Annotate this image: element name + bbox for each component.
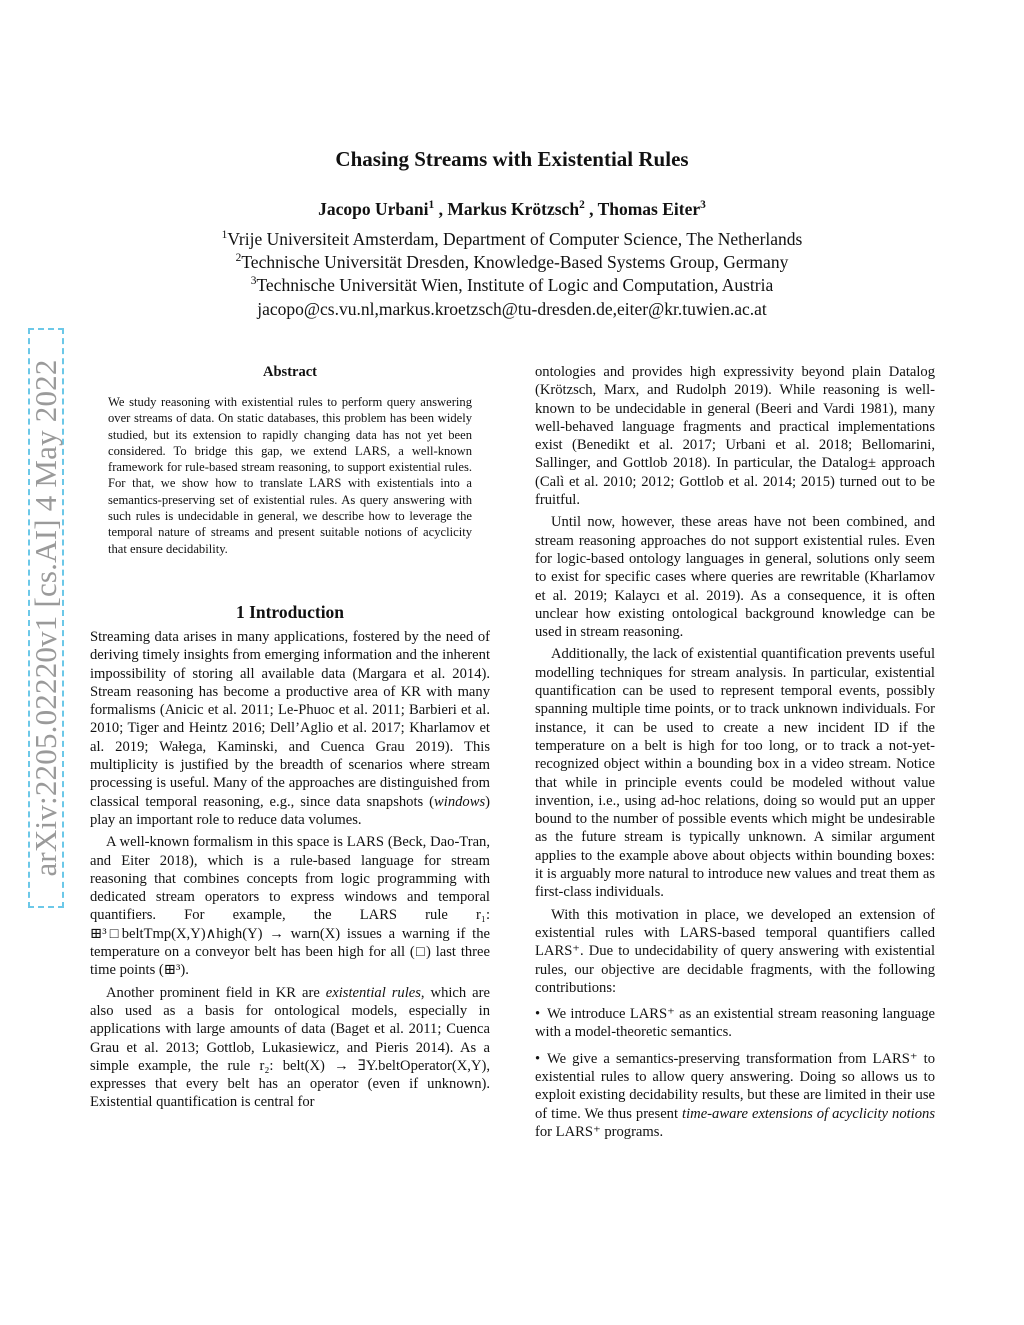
author-3-sup: 3: [700, 199, 706, 212]
intro-paragraph-2: A well-known formalism in this space is LARS (Beck, Dao-Tran, and Eiter 2018), which is a rule-based language for stream reasoning that combines concepts from logic programming with dedicated stream operators to express windows and temporal quantifiers. For example, the LARS rule r₁: ⊞³□beltTmp(X,Y)∧high(Y) → warn(X) issues a warning if the temperature on a conveyor belt has been high for all (□) last three time points (⊞³).: [90, 834, 490, 979]
affiliation-2-sup: 2: [235, 252, 242, 265]
bullet-1-text: We introduce LARS⁺ as an existential stream reasoning language with a model-theoretic semantics.: [535, 1006, 935, 1041]
right-column: [535, 363, 935, 1145]
bullet-2-icon: •: [535, 1050, 541, 1067]
intro-paragraph-3: [90, 984, 490, 1112]
arxiv-stamp: [28, 328, 64, 908]
intro-p3-emphasis: existential rules: [325, 984, 421, 1001]
affiliation-3: [0, 275, 1024, 296]
bullet-2-text: We give a semantics-preserving transformation from LARS⁺ to existential rules to allow query answering. Doing so allows us to exploit existing decidability results, but these are limited in their use of time. We thus present: [535, 1050, 935, 1122]
author-emails: jacopo@cs.vu.nl,markus.kroetzsch@tu-dresden.de,eiter@kr.tuwien.ac.at: [257, 299, 767, 319]
intro-p3-end: , which are also used as a basis for ontological models, especially in applications with large amounts of data (Baget et al. 2011; Cuenca Grau et al. 2013; Gottlob, Lukasiewicz, and Pieris 2014). As a simple example, the rule r₂: belt(X) → ∃Y.beltOperator(X,Y), expresses that every belt has an operator (even if unknown). Existential quantification is central for: [90, 984, 490, 1111]
author-2: Markus Krötzsch: [447, 199, 580, 219]
intro-p1-end: ) play an important role to reduce data volumes.: [90, 793, 490, 828]
right-paragraph-4: With this motivation in place, we developed an extension of existential rules with LARS-based temporal quantifiers called LARS⁺. Due to undecidability of query answering with existential rules, our objective are decidable fragments, with the following contributions:: [535, 906, 935, 996]
bullet-2-emphasis: time-aware extensions of acyclicity notions: [682, 1105, 935, 1122]
right-paragraph-3: Additionally, the lack of existential quantification prevents useful modelling techniques for stream analysis. In particular, existential quantification can be used to represent temporal events, possibly spanning multiple time points, or to track unknown individuals. For instance, it can be used to create a new incident ID if the temperature on a belt is high for too long, or to track a not-yet-recognized object within a bounding box in a video stream. Notice that while in principle events could be modeled without value invention, i.e., using ad-hoc relations, doing so would put an upper bound to the number of possible events which might be undesirable as the future stream is typically unknown. A similar argument applies to the example above about objects within bounding boxes: it is arguably more natural to introduce new values and treat them as first-class individuals.: [535, 646, 935, 901]
intro-p1-text: Streaming data arises in many applications, fostered by the need of deriving timely insights from emerging information and the inherent impossibility of storing all available data (Margara et al. 2014). Stream reasoning has become a productive area of KR with many formalisms (Anicic et al. 2011; Le-Phuoc et al. 2011; Barbieri et al. 2010; Tiger and Heintz 2016; Dell’Aglio et al. 2017; Kharlamov et al. 2019; Wałega, Kaminski, and Cuenca Grau 2019). This multiplicity is justified by the breadth of scenarios where stream processing is useful. Many of the approaches are distinguished from classical temporal reasoning, e.g., since data snapshots (: [90, 629, 490, 810]
affiliation-2-text: Technische Universität Dresden, Knowledge-Based Systems Group, Germany: [241, 252, 789, 272]
paper-title: Chasing Streams with Existential Rules: [335, 147, 689, 171]
right-paragraph-2: Until now, however, these areas have not been combined, and stream reasoning approaches do not support existential rules. Even for logic-based ontology languages in general, solutions only seem to exist for specific cases where queries are rewritable (Kharlamov et al. 2019; Kalaycı et al. 2019). As a consequence, it is often unclear how existing ontological background knowledge can be used in stream reasoning.: [535, 514, 935, 641]
author-1-sup: 1: [428, 199, 435, 212]
arxiv-stamp-text: arXiv:2205.02220v1 [cs.AI] 4 May 2022: [28, 359, 63, 877]
affiliation-3-sup: 3: [250, 275, 257, 288]
author-2-sup: 2: [579, 199, 585, 212]
right-paragraph-1: ontologies and provides high expressivity beyond plain Datalog (Krötzsch, Marx, and Rudolph 2019). While reasoning is well-known to be undecidable in general (Beeri and Vardi 1981), many well-behaved language fragments and practical implementations exist (Benedikt et al. 2017; Urbani et al. 2018; Bellomarini, Sallinger, and Gottlob 2018). In particular, the Datalog± approach (Calì et al. 2010; 2012; Gottlob et al. 2014; 2015) turned out to be fruitful.: [535, 364, 935, 509]
bullet-2-end: for LARS⁺ programs.: [535, 1123, 664, 1140]
abstract-text: We study reasoning with existential rules to perform query answering over streams of data. On static databases, this problem has been widely studied, but its extension to rapidly changing data has not yet been considered. To bridge this gap, we extend LARS, a well-known framework for rule-based stream reasoning, to support existential rules. For that, we show how to translate LARS with existentials into a semantics-preserving set of existential rules. As query answering with such rules is undecidable in general, we describe how to leverage the temporal nature of streams and present suitable notions of acyclicity that ensure decidability.: [108, 395, 472, 556]
author-list: Jacopo Urbani$^1$ , Markus Krötzsch$^2$ , Thomas Eiter$^3$: [318, 199, 706, 219]
contribution-bullet-1: [535, 1005, 935, 1042]
author-1: Jacopo Urbani: [318, 199, 429, 219]
intro-paragraph-1: [90, 628, 490, 829]
affiliation-1-sup: 1: [221, 229, 228, 242]
affiliation-2: [0, 252, 1024, 273]
author-3: Thomas Eiter: [597, 199, 701, 219]
abstract-heading: Abstract: [263, 364, 317, 380]
intro-p1-emphasis: windows: [434, 793, 486, 810]
section-heading-introduction: 1 Introduction: [235, 602, 345, 622]
affiliation-1: [0, 229, 1024, 250]
left-column: [90, 628, 490, 1116]
affiliation-3-text: Technische Universität Wien, Institute of Logic and Computation, Austria: [256, 275, 774, 295]
contribution-bullet-2: [535, 1050, 935, 1141]
affiliation-1-text: Vrije Universiteit Amsterdam, Department of Computer Science, The Netherlands: [227, 229, 803, 249]
bullet-1-icon: •: [535, 1006, 541, 1023]
intro-p3-text: Another prominent field in KR are: [106, 984, 326, 1001]
